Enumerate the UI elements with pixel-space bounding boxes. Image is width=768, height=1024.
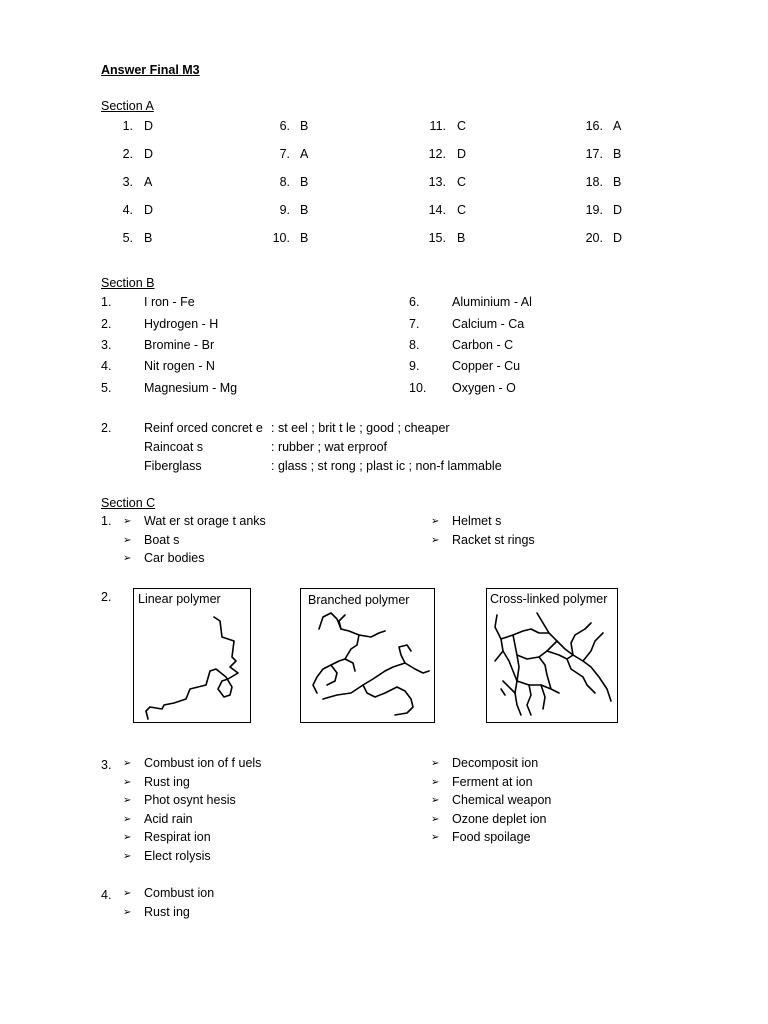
answer-letter: D	[144, 147, 154, 161]
branched-polymer-label: Branched polymer	[308, 593, 410, 607]
bullet-item: Elect rolysis	[144, 849, 211, 863]
element-number: 8.	[409, 338, 420, 352]
element-number: 9.	[409, 359, 420, 373]
bullet-item: Ozone deplet ion	[452, 811, 547, 826]
bullet-item: Decomposit ion	[452, 756, 539, 770]
element-number: 1.	[101, 295, 112, 309]
bullet-item: Rust ing	[144, 774, 190, 789]
bullet-item: Wat er st orage t anks	[144, 514, 266, 528]
answer-letter: B	[300, 175, 309, 189]
bullet-item: Phot osynt hesis	[144, 793, 236, 808]
q2-row-key: Raincoat s	[144, 440, 204, 454]
element-number: 2.	[101, 317, 112, 331]
element-number: 10.	[409, 381, 427, 395]
bullet-item: Food spoilage	[452, 830, 531, 845]
element-symbol-item: Calcium - Ca	[452, 317, 525, 331]
answer-letter: C	[457, 203, 467, 217]
answer-letter: B	[300, 231, 309, 245]
answer-letter: A	[613, 119, 622, 133]
bullet-arrow-icon: ➢	[123, 795, 132, 807]
q2-row-value: : glass ; st rong ; plast ic ; non-f lammable	[271, 459, 502, 473]
bullet-arrow-icon: ➢	[431, 832, 440, 844]
bullet-arrow-icon: ➢	[431, 795, 440, 807]
bullet-arrow-icon: ➢	[431, 813, 440, 825]
section-c-q1-number: 1.	[101, 514, 112, 528]
answer-number: 19.	[585, 203, 603, 217]
cross-linked-polymer-diagram	[486, 588, 618, 723]
q2-row-key: Fiberglass	[144, 459, 202, 473]
answer-number: 13.	[428, 175, 446, 189]
section-a-heading: Section A	[101, 99, 154, 113]
bullet-arrow-icon: ➢	[431, 776, 440, 788]
answer-letter: D	[457, 147, 467, 161]
answer-letter: B	[300, 119, 309, 133]
bullet-arrow-icon: ➢	[431, 534, 440, 546]
bullet-item: Acid rain	[144, 811, 193, 826]
element-symbol-item: Aluminium - Al	[452, 295, 532, 309]
bullet-item: Ferment at ion	[452, 774, 533, 789]
section-b-q2-number: 2.	[101, 421, 112, 435]
answer-number: 18.	[585, 175, 603, 189]
bullet-arrow-icon: ➢	[431, 758, 440, 769]
branched-polymer-chains	[301, 589, 434, 722]
bullet-arrow-icon: ➢	[123, 832, 132, 844]
bullet-arrow-icon: ➢	[123, 851, 132, 862]
bullet-item: Respirat ion	[144, 830, 211, 845]
answer-letter: C	[457, 119, 467, 133]
element-number: 7.	[409, 317, 420, 331]
answer-number: 7.	[279, 147, 290, 161]
answer-letter: B	[457, 231, 466, 245]
branched-polymer-diagram	[300, 588, 435, 723]
answer-number: 3.	[122, 175, 133, 189]
answer-number: 11.	[429, 119, 446, 133]
answer-number: 4.	[122, 203, 133, 217]
answer-letter: B	[613, 147, 622, 161]
bullet-arrow-icon: ➢	[123, 813, 132, 825]
answer-number: 17.	[585, 147, 603, 161]
element-symbol-item: Bromine - Br	[144, 338, 215, 352]
answer-number: 14.	[428, 203, 446, 217]
element-symbol-item: Oxygen - O	[452, 381, 516, 395]
page-title: Answer Final M3	[101, 63, 200, 77]
answer-letter: D	[144, 203, 154, 217]
answer-number: 16.	[585, 119, 603, 133]
q2-row-value: : rubber ; wat erproof	[271, 440, 388, 454]
answer-letter: C	[457, 175, 467, 189]
element-number: 5.	[101, 381, 112, 395]
bullet-item: Combust ion	[144, 886, 215, 900]
bullet-item: Chemical weapon	[452, 793, 552, 808]
element-symbol-item: Hydrogen - H	[144, 317, 219, 331]
element-number: 6.	[409, 295, 420, 309]
answer-number: 2.	[122, 147, 133, 161]
element-symbol-item: Carbon - C	[452, 338, 514, 352]
bullet-arrow-icon: ➢	[123, 758, 132, 769]
answer-letter: B	[300, 203, 309, 217]
bullet-item: Racket st rings	[452, 532, 535, 547]
q2-row-key: Reinf orced concret e	[144, 421, 263, 435]
section-c-q3-number: 3.	[101, 758, 112, 772]
bullet-item: Combust ion of f uels	[144, 756, 262, 770]
bullet-item: Car bodies	[144, 551, 205, 566]
answer-number: 5.	[122, 231, 133, 245]
bullet-arrow-icon: ➢	[123, 776, 132, 788]
cross-linked-polymer-network	[487, 589, 617, 722]
bullet-item: Boat s	[144, 532, 180, 547]
element-number: 3.	[101, 338, 112, 352]
answer-letter: A	[300, 147, 309, 161]
bullet-arrow-icon: ➢	[123, 516, 132, 527]
section-b-heading: Section B	[101, 276, 155, 290]
element-symbol-item: Nit rogen - N	[144, 359, 215, 373]
answer-number: 15.	[428, 231, 446, 245]
answer-number: 12.	[428, 147, 446, 161]
bullet-item: Helmet s	[452, 514, 502, 528]
answer-letter: D	[144, 119, 154, 133]
linear-polymer-diagram	[133, 588, 251, 723]
answer-number: 10.	[272, 231, 290, 245]
element-symbol-item: I ron - Fe	[144, 295, 195, 309]
answer-letter: A	[144, 175, 153, 189]
answer-number: 8.	[279, 175, 290, 189]
bullet-arrow-icon: ➢	[431, 516, 440, 527]
element-symbol-item: Copper - Cu	[452, 359, 521, 373]
answer-number: 20.	[585, 231, 603, 245]
answer-number: 6.	[279, 119, 290, 133]
q2-row-value: : st eel ; brit t le ; good ; cheaper	[271, 421, 450, 435]
answer-number: 9.	[279, 203, 290, 217]
answer-letter: D	[613, 231, 623, 245]
answer-letter: D	[613, 203, 623, 217]
answer-letter: B	[613, 175, 622, 189]
bullet-arrow-icon: ➢	[123, 888, 132, 899]
element-number: 4.	[101, 359, 112, 373]
bullet-arrow-icon: ➢	[123, 553, 132, 565]
cross-linked-polymer-label: Cross-linked polymer	[490, 592, 608, 606]
bullet-arrow-icon: ➢	[123, 906, 132, 918]
bullet-arrow-icon: ➢	[123, 534, 132, 546]
answer-letter: B	[144, 231, 153, 245]
element-symbol-item: Magnesium - Mg	[144, 381, 238, 395]
answer-number: 1.	[122, 119, 133, 133]
section-c-heading: Section C	[101, 496, 156, 510]
section-c-q4-number: 4.	[101, 888, 112, 902]
bullet-item: Rust ing	[144, 904, 190, 919]
section-c-q2-number: 2.	[101, 590, 112, 604]
linear-polymer-chain	[134, 589, 250, 722]
linear-polymer-label: Linear polymer	[138, 592, 221, 606]
